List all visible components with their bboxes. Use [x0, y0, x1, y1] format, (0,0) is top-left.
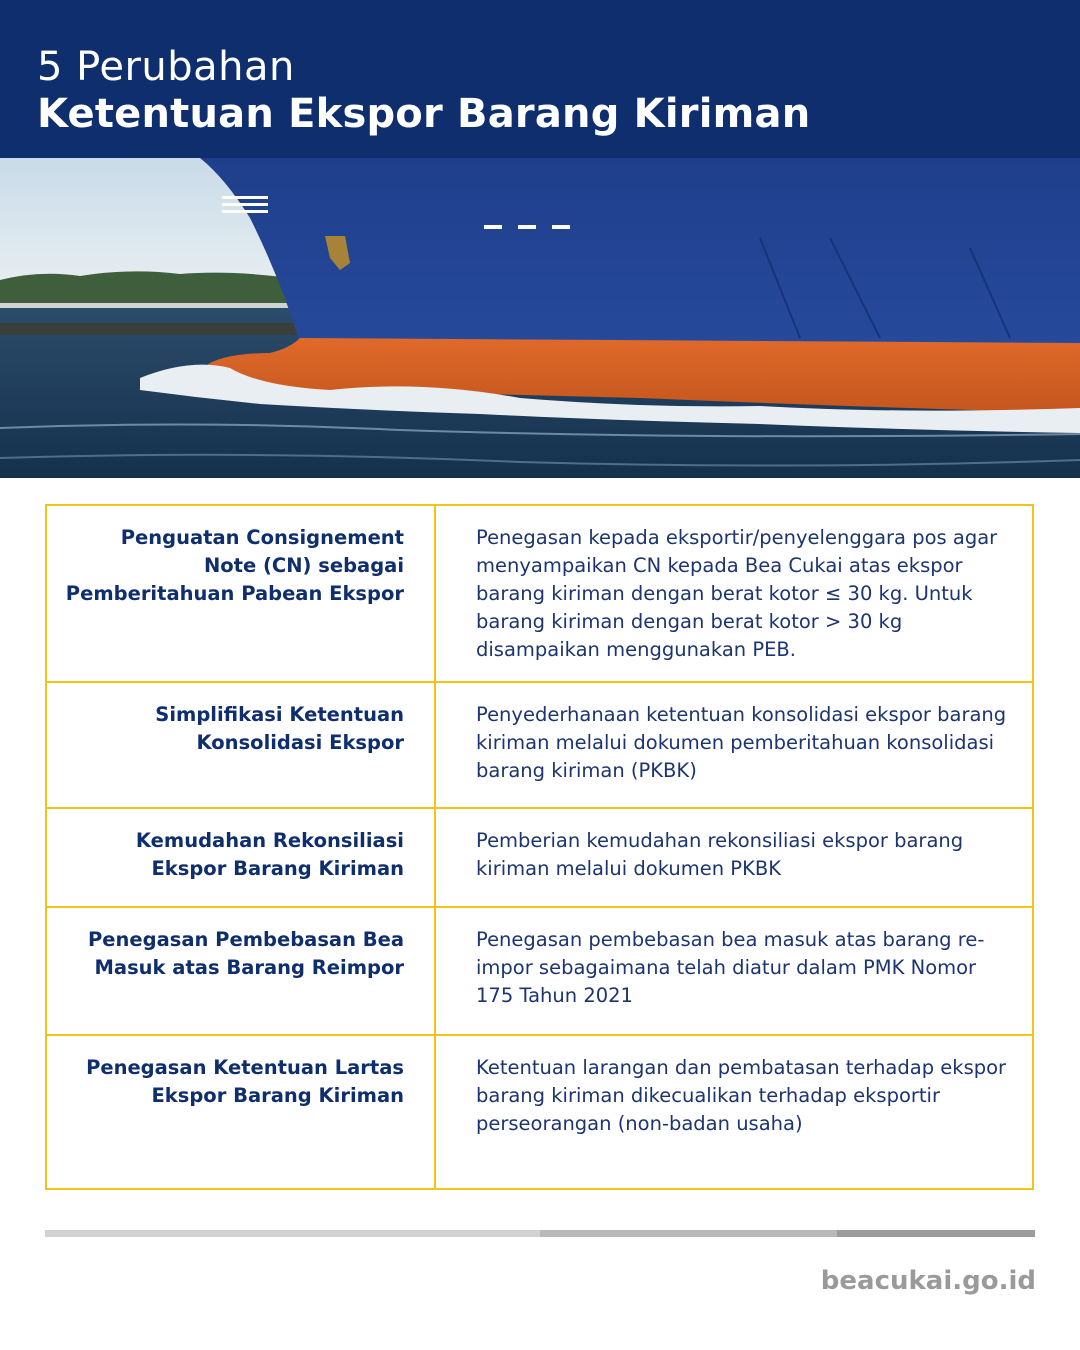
divider-bar-dark	[837, 1230, 1035, 1237]
row-description: Ketentuan larangan dan pembatasan terhadap ekspor barang kiriman dikecualikan terhadap eksportir perseorangan (non-badan usaha)	[476, 1056, 1007, 1135]
row-description: Penegasan pembebasan bea masuk atas barang re-impor sebagaimana telah diatur dalam PMK Nomor 175 Tahun 2021	[476, 928, 985, 1007]
changes-table	[45, 504, 1034, 1190]
table-row	[47, 1036, 1032, 1188]
row-title-cell	[47, 809, 436, 906]
divider-bar-light	[45, 1230, 540, 1237]
row-description: Pemberian kemudahan rekonsiliasi ekspor barang kiriman melalui dokumen PKBK	[476, 829, 964, 880]
row-title-cell	[47, 506, 436, 681]
row-title: Penegasan Pembebasan Bea Masuk atas Barang Reimpor	[88, 928, 404, 979]
row-description: Penyederhanaan ketentuan konsolidasi ekspor barang kiriman melalui dokumen pemberitahuan konsolidasi barang kiriman (PKBK)	[476, 703, 1007, 782]
hero-image-cargo-ship	[0, 158, 1080, 478]
row-title-cell	[47, 1036, 436, 1188]
table-row	[47, 908, 1032, 1036]
row-title: Simplifikasi Ketentuan Konsolidasi Ekspor	[155, 703, 404, 754]
table-row	[47, 683, 1032, 809]
row-title-cell	[47, 683, 436, 807]
row-description: Penegasan kepada eksportir/penyelenggara pos agar menyampaikan CN kepada Bea Cukai atas ekspor barang kiriman dengan berat kotor ≤ 30 kg. Untuk barang kiriman dengan berat kotor > 30 kg disampaikan menggunakan PEB.	[476, 526, 998, 661]
row-title: Kemudahan Rekonsiliasi Ekspor Barang Kiriman	[135, 829, 404, 880]
website-label: beacukai.go.id	[820, 1266, 1036, 1296]
row-title-cell	[47, 908, 436, 1034]
divider-bar-mid	[540, 1230, 837, 1237]
table-row	[47, 809, 1032, 908]
table-row	[47, 506, 1032, 683]
row-title: Penegasan Ketentuan Lartas Ekspor Barang Kiriman	[86, 1056, 404, 1107]
title-line-1: 5 Perubahan	[37, 44, 295, 90]
header-banner	[0, 0, 1080, 158]
title-line-2: Ketentuan Ekspor Barang Kiriman	[37, 91, 811, 137]
row-title: Penguatan Consignement Note (CN) sebagai Pemberitahuan Pabean Ekspor	[65, 526, 404, 605]
